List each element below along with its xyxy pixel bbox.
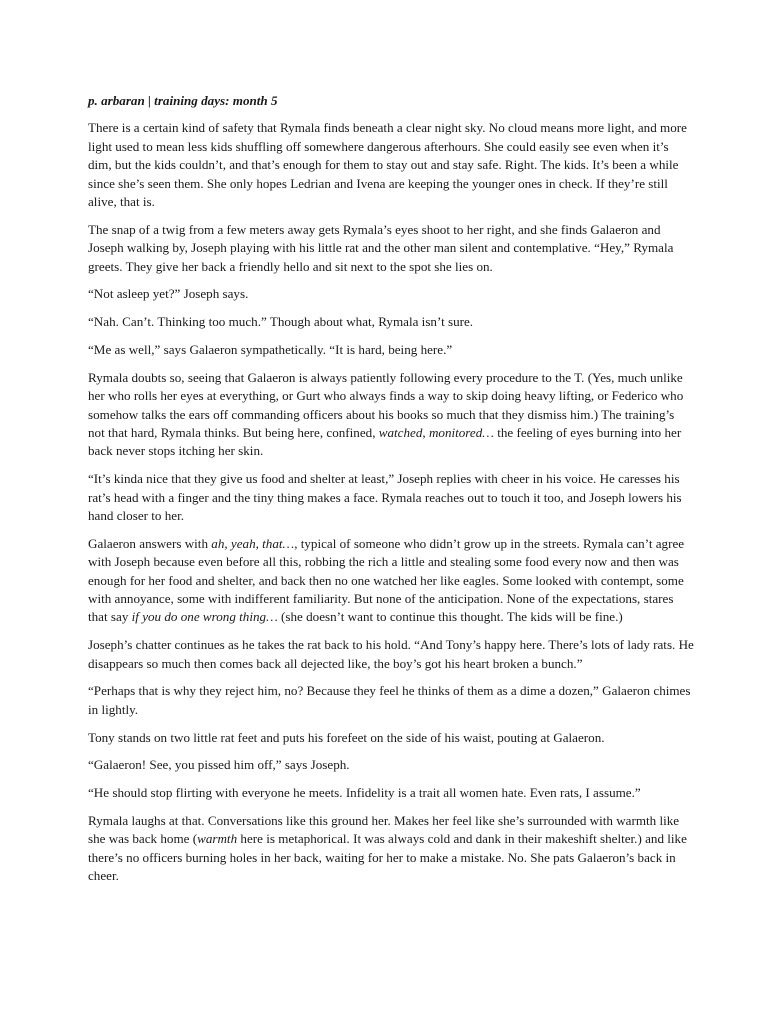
paragraph — [88, 313, 694, 331]
italic-text: if you do one wrong thing… — [131, 609, 278, 625]
paragraph — [88, 341, 694, 359]
text-run: Galaeron answers with — [88, 535, 212, 551]
document-page — [88, 92, 694, 895]
italic-text: watched — [378, 425, 423, 441]
paragraph — [88, 729, 694, 747]
paragraph — [88, 682, 694, 719]
text-run: “Not asleep yet?” Joseph says. — [88, 286, 249, 302]
text-run: The snap of a twig from a few meters away gets Rymala’s eyes shoot to her right, and she finds Galaeron and Joseph walking by, Joseph playing with his little rat and the other man silent and contemplative. “Hey,” Rymala greets. They give her back a friendly hello and sit next to the spot she lies on. — [88, 221, 674, 274]
italic-text: warmth — [197, 831, 238, 847]
paragraph — [88, 221, 694, 276]
text-run: “Me as well,” says Galaeron sympathetically. “It is hard, being here.” — [88, 342, 453, 358]
italic-text: monitored… — [428, 425, 494, 441]
text-run: Joseph’s chatter continues as he takes the rat back to his hold. “And Tony’s happy here. There’s lots of lady rats. He disappears so much then comes back all dejected like, the boy’s got his heart broken a bunch.” — [88, 637, 694, 671]
text-run: “He should stop flirting with everyone he meets. Infidelity is a trait all women hate. Even rats, I assume.” — [88, 785, 641, 801]
text-run: , — [422, 425, 429, 441]
text-run: Rymala doubts so, seeing that Galaeron is always patiently following every procedure to the T. (Yes, much unlike her who rolls her eyes at everything, or Gurt who always finds a way to skip doing heavy lifting, or Federico who somehow talks the ears off commanding officers about his books so much that they dismiss him.) The training’s not that hard, Rymala thinks. But being here, confined, — [88, 369, 684, 441]
italic-text: ah, yeah, that… — [211, 535, 295, 551]
paragraph — [88, 535, 694, 627]
text-run: (she doesn’t want to continue this thought. The kids will be fine.) — [277, 609, 623, 625]
paragraph — [88, 119, 694, 211]
text-run: Rymala laughs at that. Conversations like this ground her. Makes her feel like she’s surrounded with warmth like she was back home ( — [88, 813, 680, 847]
text-run: here is metaphorical. It was always cold and dank in their makeshift shelter.) and like there’s no officers burning holes in her back, waiting for her to make a mistake. No. She pats Galaeron’s back in cheer. — [88, 831, 687, 884]
text-run: There is a certain kind of safety that Rymala finds beneath a clear night sky. No cloud means more light, and more light used to mean less kids shuffling off somewhere dangerous afterhours. She could easily see even when it’s dim, but the kids couldn’t, and that’s enough for them to stay out and stay safe. Right. The kids. It’s been a while since she’s seen them. She only hopes Ledrian and Ivena are keeping the younger ones in check. If they’re still alive, that is. — [88, 120, 687, 210]
document-body — [88, 119, 694, 885]
paragraph — [88, 756, 694, 774]
paragraph — [88, 812, 694, 886]
text-run: “Perhaps that is why they reject him, no? Because they feel he thinks of them as a dime a dozen,” Galaeron chimes in lightly. — [88, 683, 691, 717]
text-run: “Galaeron! See, you pissed him off,” says Joseph. — [88, 757, 350, 773]
document-heading: p. arbaran | training days: month 5 — [88, 93, 278, 108]
text-run: the feeling of eyes burning into her back never stops itching her skin. — [88, 425, 682, 459]
text-run: “Nah. Can’t. Thinking too much.” Though about what, Rymala isn’t sure. — [88, 314, 474, 330]
paragraph — [88, 470, 694, 525]
paragraph — [88, 784, 694, 802]
text-run: “It’s kinda nice that they give us food and shelter at least,” Joseph replies with cheer in his voice. He caresses his rat’s head with a finger and the tiny thing makes a face. Rymala reaches out to touch it too, and Joseph lowers his hand closer to her. — [88, 471, 682, 524]
paragraph — [88, 285, 694, 303]
text-run: Tony stands on two little rat feet and puts his forefeet on the side of his waist, pouting at Galaeron. — [88, 729, 605, 745]
paragraph — [88, 369, 694, 461]
paragraph — [88, 636, 694, 673]
text-run: , typical of someone who didn’t grow up in the streets. Rymala can’t agree with Joseph because even before all this, robbing the rich a little and stealing some food every now and then was enough for her food and shelter, and back then no one watched her like eagles. Some looked with contempt, some with annoyance, some with indifferent familiarity. But none of the anticipation. None of the expectations, stares that say — [88, 535, 685, 625]
